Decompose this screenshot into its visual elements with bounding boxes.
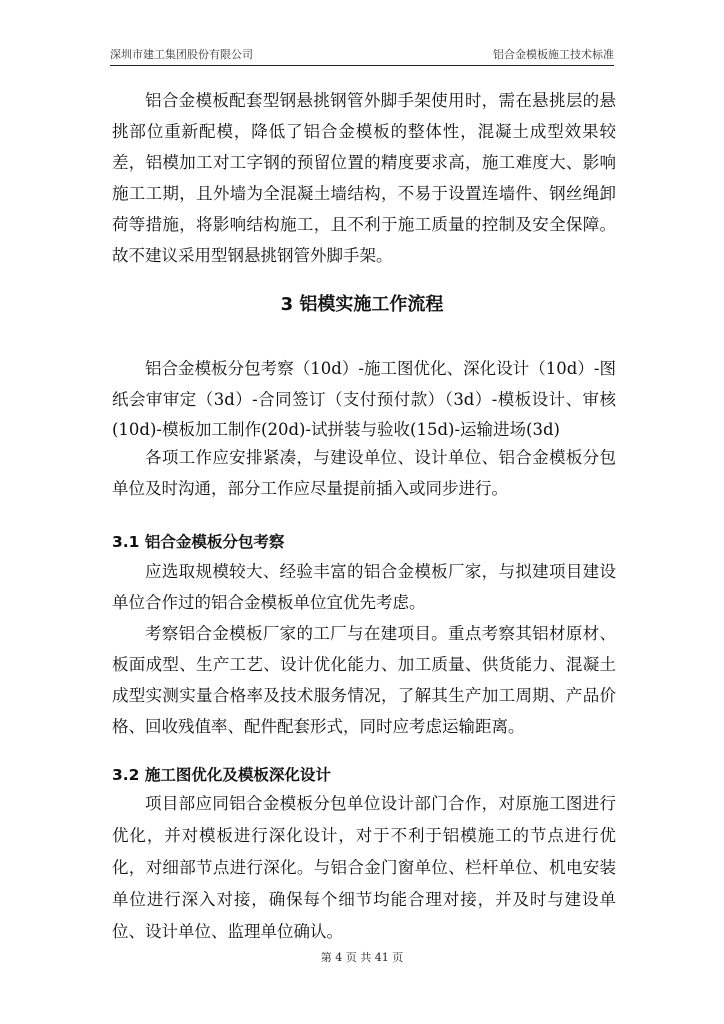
header-company: 深圳市建工集团股份有限公司 [110,48,253,61]
header-divider [110,65,614,66]
section-heading-3-1: 3.1 铝合金模板分包考察 [112,533,285,551]
header-doc-title: 铝合金模板施工技术标准 [493,48,614,61]
section-heading-3-2: 3.2 施工图优化及模板深化设计 [112,766,331,784]
paragraph-workflow-steps: 铝合金模板分包考察（10d）-施工图优化、深化设计（10d）-图纸会审审定（3d）-合同签订（支付预付款）（3d）-模板设计、审核(10d)-模板加工制作(20d)-试拼装与验收(15d)-运输进场(3d) [112,359,616,439]
page-header [110,46,614,64]
page-footer-number: 第 4 页 共 41 页 [320,951,404,964]
paragraph-design-optimization: 项目部应同铝合金模板分包单位设计部门合作，对原施工图进行优化，并对模板进行深化设计，对于不利于铝模施工的节点进行优化，对细部节点进行深化。与铝合金门窗单位、栏杆单位、机电安装单位进行深入对接，确保每个细节均能合理对接，并及时与建设单位、设计单位、监理单位确认。 [112,794,616,941]
paragraph-vendor-inspection: 考察铝合金模板厂家的工厂与在建项目。重点考察其铝材原材、板面成型、生产工艺、设计优化能力、加工质量、供货能力、混凝土成型实测实量合格率及技术服务情况，了解其生产加工周期、产品价格、回收残值率、配件配套形式，同时应考虑运输距离。 [112,624,616,736]
paragraph-workflow-coordination: 各项工作应安排紧凑，与建设单位、设计单位、铝合金模板分包单位及时沟通，部分工作应尽量提前插入或同步进行。 [112,448,616,498]
section-heading-3: 3 铝模实施工作流程 [280,294,444,315]
paragraph-vendor-selection: 应选取规模较大、经验丰富的铝合金模板厂家，与拟建项目建设单位合作过的铝合金模板单位宜优先考虑。 [112,562,616,612]
paragraph-scaffold-note: 铝合金模板配套型钢悬挑钢管外脚手架使用时，需在悬挑层的悬挑部位重新配模，降低了铝合金模板的整体性，混凝土成型效果较差，铝模加工对工字钢的预留位置的精度要求高，施工难度大、影响施工工期，且外墙为全混凝土墙结构，不易于设置连墙件、钢丝绳卸荷等措施，将影响结构施工，且不利于施工质量的控制及安全保障。故不建议采用型钢悬挑钢管外脚手架。 [112,91,616,265]
